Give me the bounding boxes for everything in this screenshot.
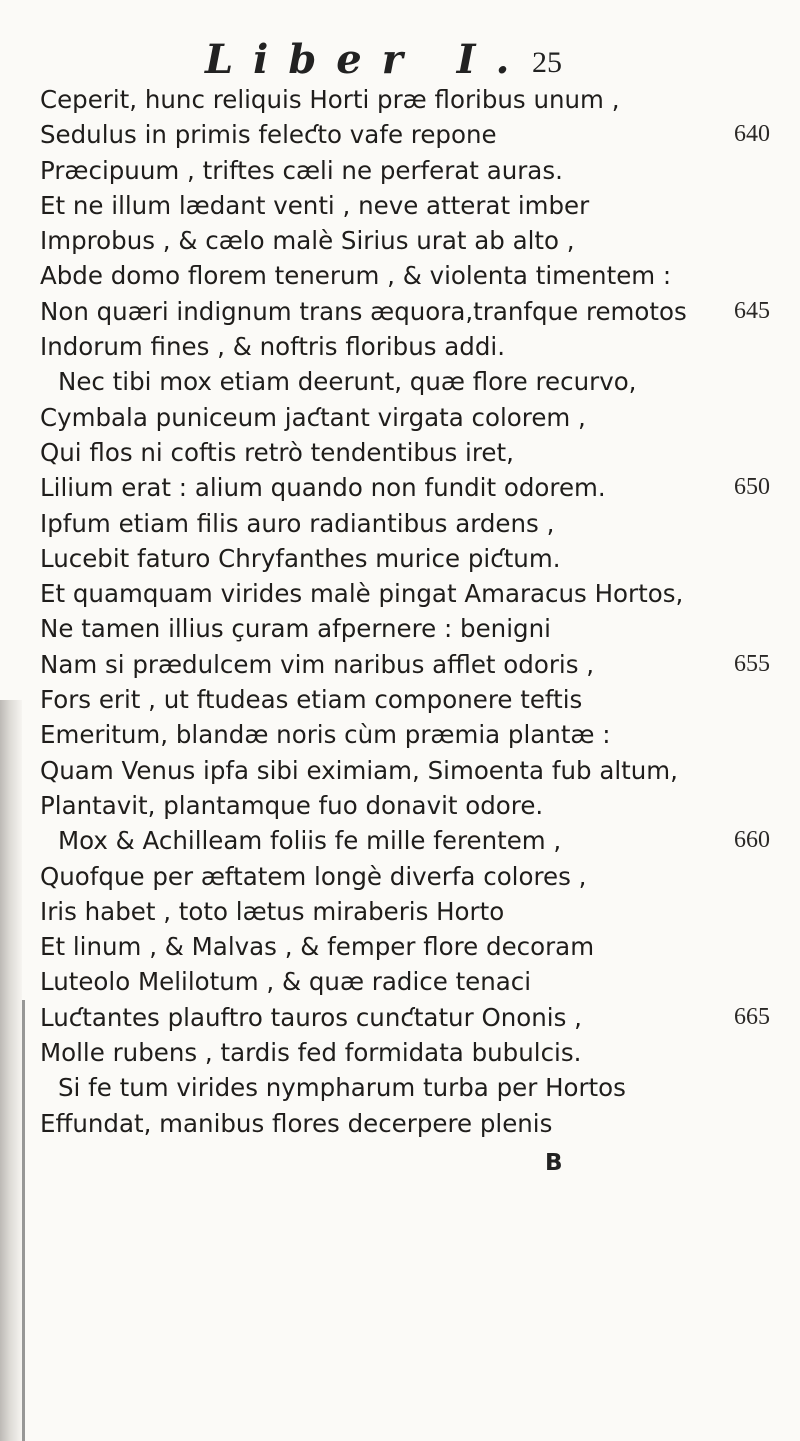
verse-text: Lucebit faturo Chryfanthes murice piƈtum.	[40, 543, 561, 573]
verse-line	[0, 788, 800, 823]
verse-line	[0, 506, 800, 541]
line-number: 660	[734, 827, 770, 854]
verse-line	[0, 117, 800, 152]
verse-line	[0, 859, 800, 894]
verse-line	[0, 1000, 800, 1035]
verse-text: Quofque per æftatem longè diverfa colores ,	[40, 861, 587, 891]
verse-text: Ceperit, hunc reliquis Horti præ floribus unum ,	[40, 85, 620, 114]
signature-mark: B	[545, 1150, 563, 1176]
verse-text: Qui flos ni coftis retrò tendentibus iret,	[40, 437, 514, 467]
verse-text: Si fe tum virides nympharum turba per Hortos	[58, 1073, 626, 1103]
verse-line	[0, 964, 800, 999]
verse-line	[0, 400, 800, 435]
verse-text: Nam si prædulcem vim naribus afflet odoris ,	[40, 649, 595, 679]
verse-line	[0, 188, 800, 223]
verse-line	[0, 1070, 800, 1105]
verse-line	[0, 82, 800, 117]
page-number: 25	[532, 46, 562, 79]
verse-line	[0, 576, 800, 611]
verse-text: Mox & Achilleam foliis fe mille ferentem ,	[58, 826, 562, 856]
verse-line	[0, 682, 800, 717]
verse-text: Et quamquam virides malè pingat Amaracus Hortos,	[40, 579, 684, 609]
verse-text: Abde domo florem tenerum , & violenta timentem :	[40, 261, 672, 291]
poem-text-block	[0, 82, 800, 1141]
verse-text: Ipfum etiam filis auro radiantibus ardens ,	[40, 508, 555, 538]
verse-text: Luteolo Melilotum , & quæ radice tenaci	[40, 967, 532, 997]
verse-text: Et ne illum lædant venti , neve atterat imber	[40, 190, 590, 220]
verse-line	[0, 541, 800, 576]
verse-text: Et linum , & Malvas , & femper flore decoram	[40, 932, 595, 962]
verse-line	[0, 258, 800, 293]
verse-text: Luƈtantes plauftro tauros cunƈtatur Ononis ,	[40, 1002, 582, 1032]
verse-line	[0, 929, 800, 964]
verse-line	[0, 823, 800, 858]
running-title: Liber I.	[205, 36, 530, 83]
verse-line	[0, 1106, 800, 1141]
verse-line	[0, 435, 800, 470]
verse-text: Plantavit, plantamque fuo donavit odore.	[40, 790, 544, 820]
verse-line	[0, 894, 800, 929]
line-number: 655	[734, 650, 770, 677]
verse-text: Non quæri indignum trans æquora,tranfque remotos	[40, 296, 687, 326]
verse-line	[0, 647, 800, 682]
verse-line	[0, 1035, 800, 1070]
verse-line	[0, 364, 800, 399]
verse-text: Quam Venus ipfa sibi eximiam, Simoenta fub altum,	[40, 755, 678, 785]
verse-text: Improbus , & cælo malè Sirius urat ab alto ,	[40, 226, 575, 256]
verse-line	[0, 470, 800, 505]
verse-text: Ne tamen illius çuram afpernere : benigni	[40, 614, 551, 644]
verse-text: Præcipuum , triftes cæli ne perferat auras.	[40, 155, 563, 185]
verse-text: Effundat, manibus flores decerpere plenis	[40, 1108, 553, 1138]
line-number: 650	[734, 474, 770, 501]
line-number: 665	[734, 1003, 770, 1030]
verse-line	[0, 753, 800, 788]
line-number: 645	[734, 297, 770, 324]
verse-text: Sedulus in primis feleƈto vafe repone	[40, 120, 497, 150]
verse-text: Emeritum, blandæ noris cùm præmia plantæ :	[40, 720, 611, 750]
line-number: 640	[734, 121, 770, 148]
verse-text: Cymbala puniceum jaƈtant virgata colorem ,	[40, 402, 586, 432]
verse-line	[0, 294, 800, 329]
verse-text: Nec tibi mox etiam deerunt, quæ flore recurvo,	[58, 367, 637, 397]
verse-line	[0, 329, 800, 364]
verse-line	[0, 223, 800, 258]
verse-text: Molle rubens , tardis fed formidata bubulcis.	[40, 1038, 582, 1068]
verse-line	[0, 611, 800, 646]
verse-line	[0, 153, 800, 188]
verse-text: Fors erit , ut ftudeas etiam componere teftis	[40, 685, 583, 715]
verse-line	[0, 717, 800, 752]
verse-text: Lilium erat : alium quando non fundit odorem.	[40, 473, 606, 503]
verse-text: Iris habet , toto lætus miraberis Horto	[40, 896, 505, 926]
verse-text: Indorum fines , & noftris floribus addi.	[40, 332, 505, 362]
